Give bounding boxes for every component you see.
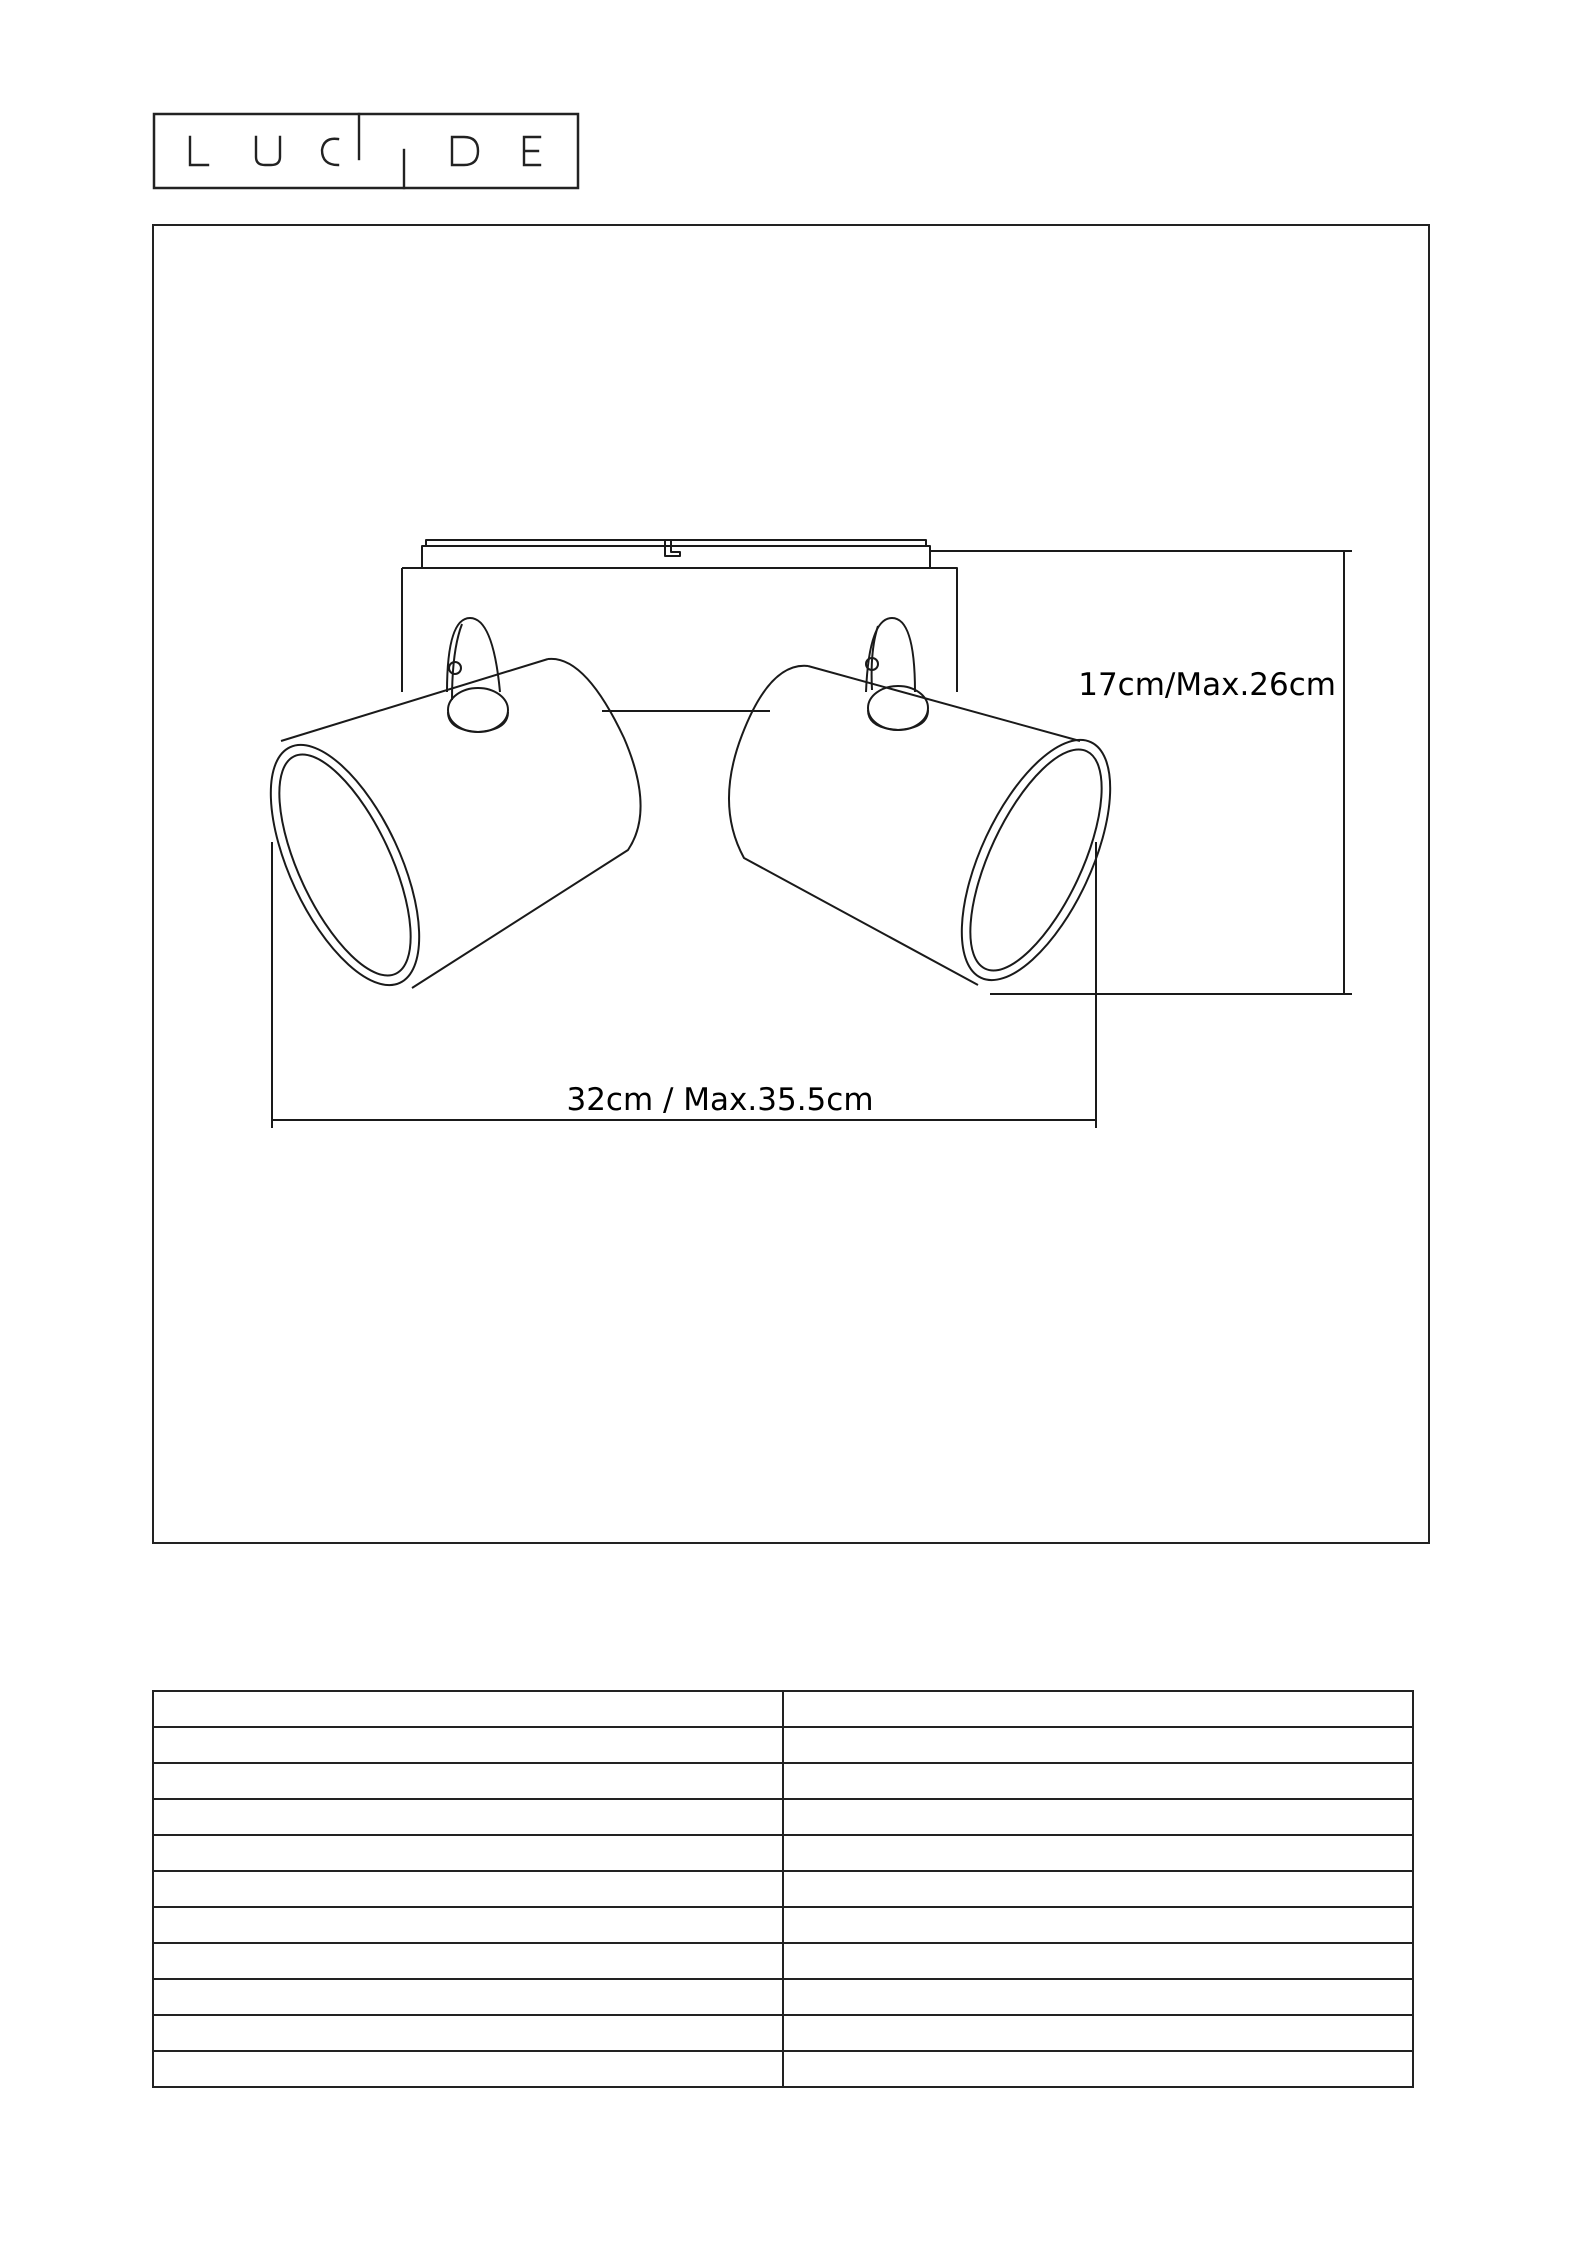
spec-value-cell	[783, 1907, 1413, 1943]
spec-value-cell	[783, 1943, 1413, 1979]
right-spot-shade	[729, 666, 978, 985]
spec-label-cell	[153, 1907, 783, 1943]
spec-value-cell	[783, 1979, 1413, 2015]
table-row	[153, 1907, 1413, 1943]
table-row	[153, 2015, 1413, 2051]
table-row	[153, 1691, 1413, 1727]
spec-value-cell	[783, 1691, 1413, 1727]
width-dimension-label: 32cm / Max.35.5cm	[566, 1082, 874, 1118]
spec-label-cell	[153, 1763, 783, 1799]
table-row	[153, 1763, 1413, 1799]
spec-value-cell	[783, 1799, 1413, 1835]
table-row	[153, 2051, 1413, 2087]
table-row	[153, 1979, 1413, 2015]
spec-label-cell	[153, 2051, 783, 2087]
specification-table	[152, 1690, 1414, 2088]
spec-label-cell	[153, 1943, 783, 1979]
left-spot-shade	[412, 659, 641, 988]
spec-label-cell	[153, 2015, 783, 2051]
spec-value-cell	[783, 1871, 1413, 1907]
table-row	[153, 1835, 1413, 1871]
spec-label-cell	[153, 1691, 783, 1727]
height-dimension-label: 17cm/Max.26cm	[1078, 667, 1336, 703]
spec-label-cell	[153, 1835, 783, 1871]
spec-value-cell	[783, 1727, 1413, 1763]
spec-value-cell	[783, 1835, 1413, 1871]
spec-value-cell	[783, 1763, 1413, 1799]
table-row	[153, 1943, 1413, 1979]
table-row	[153, 1799, 1413, 1835]
left-adjust-knob	[448, 688, 508, 732]
table-row	[153, 1871, 1413, 1907]
spec-label-cell	[153, 1979, 783, 2015]
spec-value-cell	[783, 2015, 1413, 2051]
spec-value-cell	[783, 2051, 1413, 2087]
spec-label-cell	[153, 1799, 783, 1835]
spec-label-cell	[153, 1871, 783, 1907]
table-row	[153, 1727, 1413, 1763]
spec-label-cell	[153, 1727, 783, 1763]
right-adjust-knob	[868, 686, 928, 730]
right-spot-opening	[931, 719, 1141, 1001]
